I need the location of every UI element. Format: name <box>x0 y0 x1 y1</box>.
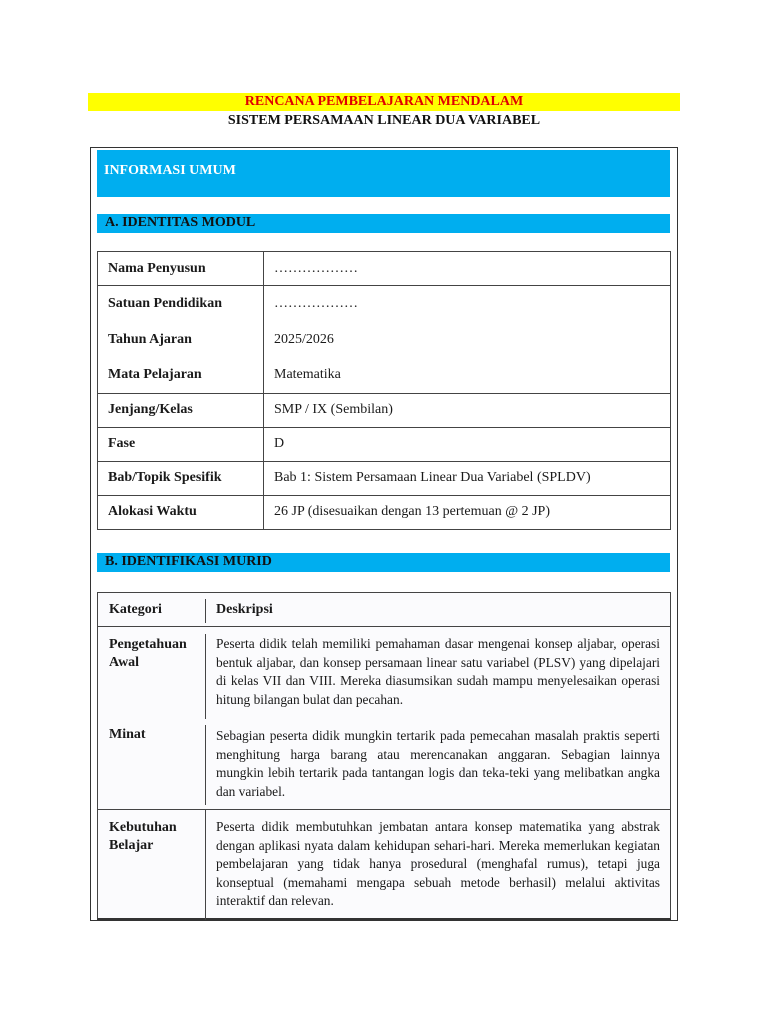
row-divider <box>205 634 206 719</box>
row-label: Alokasi Waktu <box>98 495 264 529</box>
identifikasi-murid-table <box>97 592 671 920</box>
column-header-kategori: Kategori <box>109 602 162 617</box>
header-divider <box>205 599 206 623</box>
row-label: Nama Penyusun <box>98 252 264 286</box>
table-row <box>98 461 671 495</box>
document-title: RENCANA PEMBELAJARAN MENDALAM <box>88 93 680 111</box>
row-divider <box>205 810 206 920</box>
row-label: Mata Pelajaran <box>108 367 202 382</box>
table-row <box>98 252 671 286</box>
table-row <box>98 286 671 394</box>
row-value: ……………… <box>264 252 671 286</box>
row-divider <box>205 725 206 805</box>
row-separator <box>98 809 670 810</box>
stacked-values <box>264 286 671 394</box>
header-underline <box>98 626 670 627</box>
row-value: Bab 1: Sistem Persamaan Linear Dua Variabel (SPLDV) <box>264 461 671 495</box>
row-label: Satuan Pendidikan <box>108 296 222 311</box>
deskripsi-cell: Peserta didik telah memiliki pemahaman dasar mengenai konsep aljabar, operasi bentuk aljabar, dan konsep persamaan linear satu variabel (PLSV) yang dipelajari di kelas VII dan VIII. Mereka diasumsikan sudah mampu menyelesaikan operasi hitung bilangan bulat dan pecahan. <box>216 636 660 707</box>
kategori-cell: Kebutuhan Belajar <box>109 820 177 853</box>
document-subtitle: SISTEM PERSAMAAN LINEAR DUA VARIABEL <box>227 113 541 128</box>
deskripsi-cell: Peserta didik membutuhkan jembatan antara konsep matematika yang abstrak dengan aplikasi nyata dalam kehidupan sehari-hari. Mereka memerlukan kegiatan pembelajaran yang tidak hanya prosedural (menghafal rumus), tetapi juga konseptual (memahami mengapa sebuah metode berhasil) melalui aktivitas interaktif dan relevan. <box>216 819 660 909</box>
row-label: Jenjang/Kelas <box>98 393 264 427</box>
row-value: ……………… <box>274 296 358 311</box>
row-value: 2025/2026 <box>274 331 334 347</box>
row-label: Bab/Topik Spesifik <box>98 461 264 495</box>
table-row <box>98 495 671 529</box>
row-label: Tahun Ajaran <box>108 331 192 347</box>
row-value: SMP / IX (Sembilan) <box>264 393 671 427</box>
row-value: D <box>264 427 671 461</box>
section-b-header: B. IDENTIFIKASI MURID <box>97 553 670 572</box>
deskripsi-cell: Sebagian peserta didik mungkin tertarik pada pemecahan masalah praktis seperti menghitung harga barang atau merencanakan anggaran. Sebagian lainnya mungkin lebih tertarik pada tantangan logis dan teka-teki yang melibatkan angka dan variabel. <box>216 728 660 799</box>
section-a-header: A. IDENTITAS MODUL <box>97 214 670 233</box>
table-row <box>98 427 671 461</box>
row-value: Matematika <box>274 367 341 382</box>
table-row <box>98 393 671 427</box>
column-header-deskripsi: Deskripsi <box>216 602 273 617</box>
row-value: 26 JP (disesuaikan dengan 13 pertemuan @ 2 JP) <box>264 495 671 529</box>
kategori-cell: Pengetahuan Awal <box>109 637 187 670</box>
row-label: Fase <box>98 427 264 461</box>
identitas-modul-table <box>97 251 671 530</box>
stacked-labels <box>98 286 264 394</box>
kategori-cell: Minat <box>109 727 146 742</box>
info-umum-header: INFORMASI UMUM <box>97 150 670 197</box>
